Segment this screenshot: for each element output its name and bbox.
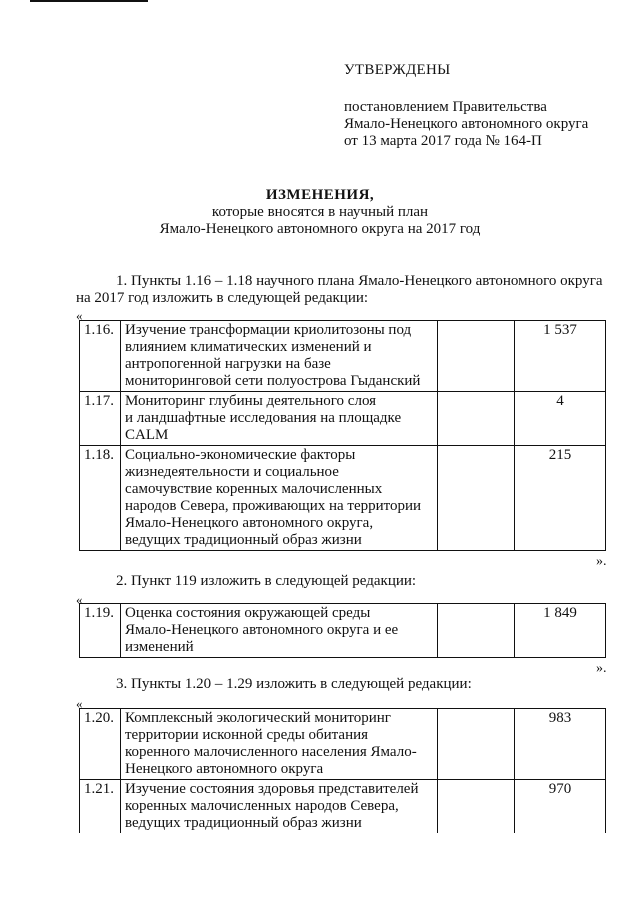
- row-title-line: территории исконной среды обитания: [125, 727, 369, 743]
- top-rule: [30, 0, 148, 2]
- row-number: 1.18.: [80, 446, 121, 551]
- row-title-line: Ямало-Ненецкого автономного округа,: [125, 515, 374, 531]
- row-value: 4: [515, 392, 606, 446]
- row-value: 215: [515, 446, 606, 551]
- approval-line: Ямало-Ненецкого автономного округа: [344, 116, 589, 132]
- row-number: 1.21.: [80, 780, 121, 834]
- table-row: [80, 446, 606, 551]
- row-number: 1.16.: [80, 321, 121, 392]
- row-title-line: мониторинговой сети полуострова Гыданский: [125, 373, 421, 389]
- empty-cell: [438, 709, 515, 780]
- row-value: 970: [515, 780, 606, 834]
- row-title-line: жизнедеятельности и социальное: [125, 464, 339, 480]
- row-title-line: ведущих традиционный образ жизни: [125, 815, 362, 831]
- table-row: [80, 709, 606, 780]
- section-line: 1. Пункты 1.16 – 1.18 научного плана Ямало-Ненецкого автономного округа: [116, 273, 603, 289]
- row-value: 983: [515, 709, 606, 780]
- row-title: [121, 709, 438, 780]
- section-line: на 2017 год изложить в следующей редакции:: [76, 290, 369, 306]
- empty-cell: [438, 780, 515, 834]
- row-title: [121, 392, 438, 446]
- table-row: [80, 392, 606, 446]
- row-title-line: Мониторинг глубины деятельного слоя: [125, 393, 377, 409]
- row-title-line: коренного малочисленного населения Ямало-: [125, 744, 417, 760]
- empty-cell: [438, 321, 515, 392]
- plan-table-1: [79, 320, 606, 551]
- approval-line: постановлением Правительства: [344, 99, 547, 115]
- empty-cell: [438, 392, 515, 446]
- row-value: 1 537: [515, 321, 606, 392]
- row-title-line: CALM: [125, 427, 169, 443]
- row-value: 1 849: [515, 604, 606, 658]
- section-line: 3. Пункты 1.20 – 1.29 изложить в следующей редакции:: [116, 676, 472, 692]
- table-row: [80, 604, 606, 658]
- plan-table-3: [79, 708, 606, 833]
- heading-line: которые вносятся в научный план: [211, 204, 429, 220]
- row-title: [121, 446, 438, 551]
- row-title: [121, 604, 438, 658]
- document-heading: [0, 187, 640, 238]
- row-title-line: Социально-экономические факторы: [125, 447, 356, 463]
- approval-block: [344, 99, 614, 150]
- table-row: [80, 321, 606, 392]
- row-title-line: и ландшафтные исследования на площадке: [125, 410, 402, 426]
- table-row: [80, 780, 606, 834]
- row-title-line: Оценка состояния окружающей среды: [125, 605, 371, 621]
- row-title-line: Ямало-Ненецкого автономного округа и ее: [125, 622, 399, 638]
- row-title: [121, 321, 438, 392]
- section-line: 2. Пункт 119 изложить в следующей редакции:: [116, 573, 417, 589]
- row-title-line: самочувствие коренных малочисленных: [125, 481, 383, 497]
- row-title-line: антропогенной нагрузки на базе: [125, 356, 331, 372]
- heading-title: ИЗМЕНЕНИЯ,: [265, 187, 375, 203]
- plan-table-2: [79, 603, 606, 658]
- open-quote: «: [76, 308, 83, 323]
- row-title: [121, 780, 438, 834]
- row-title-line: ведущих традиционный образ жизни: [125, 532, 362, 548]
- row-number: 1.20.: [80, 709, 121, 780]
- row-number: 1.19.: [80, 604, 121, 658]
- row-title-line: Изучение состояния здоровья представителей: [125, 781, 419, 797]
- section-1-text: [76, 273, 610, 307]
- row-number: 1.17.: [80, 392, 121, 446]
- section-3-text: [76, 676, 610, 693]
- heading-line: Ямало-Ненецкого автономного округа на 2017 год: [159, 221, 481, 237]
- row-title-line: народов Севера, проживающих на территории: [125, 498, 422, 514]
- row-title-line: изменений: [125, 639, 194, 655]
- row-title-line: Ненецкого автономного округа: [125, 761, 324, 777]
- row-title-line: Комплексный экологический мониторинг: [125, 710, 391, 726]
- empty-cell: [438, 604, 515, 658]
- approval-line: от 13 марта 2017 года № 164-П: [344, 133, 542, 149]
- section-2-text: [76, 573, 610, 590]
- row-title-line: влиянием климатических изменений и: [125, 339, 372, 355]
- close-quote: ».: [596, 661, 607, 676]
- close-quote: ».: [596, 554, 607, 569]
- empty-cell: [438, 446, 515, 551]
- approval-title: УТВЕРЖДЕНЫ: [344, 62, 451, 78]
- open-quote: «: [76, 696, 83, 711]
- row-title-line: Изучение трансформации криолитозоны под: [125, 322, 412, 338]
- open-quote: «: [76, 592, 83, 607]
- row-title-line: коренных малочисленных народов Севера,: [125, 798, 399, 814]
